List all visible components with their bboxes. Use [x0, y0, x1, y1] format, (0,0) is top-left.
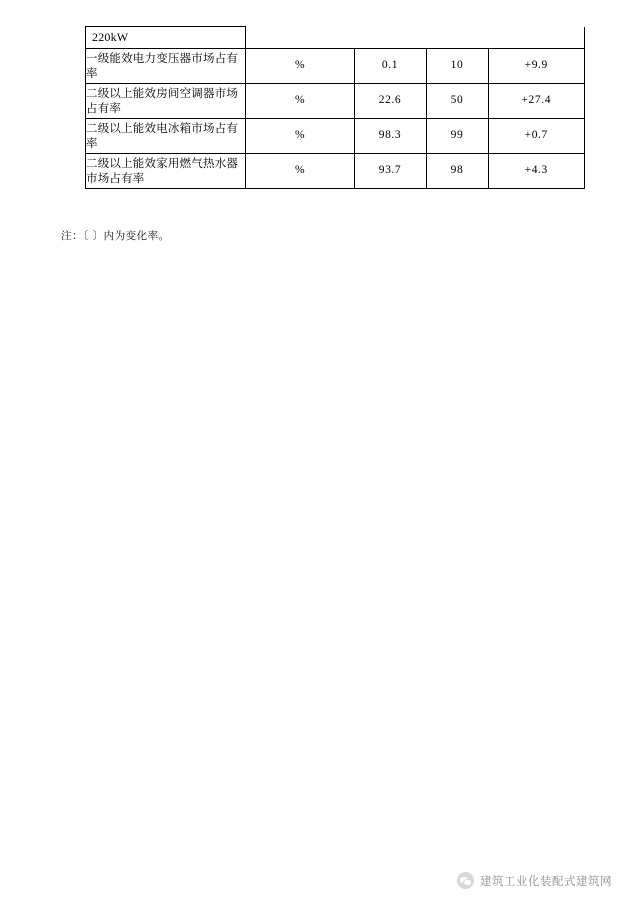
table-cell-label: 二级以上能效家用燃气热水器市场占有率	[86, 154, 246, 189]
table-cell-label: 一级能效电力变压器市场占有率	[86, 49, 246, 84]
table-cell-change: +27.4	[488, 84, 585, 119]
footer-watermark	[0, 872, 640, 889]
footer-inner	[457, 872, 612, 889]
table-cell-label: 二级以上能效电冰箱市场占有率	[86, 119, 246, 154]
table-cell-change: +4.3	[488, 154, 585, 189]
table-cell-target: 10	[426, 49, 488, 84]
table-cell-target	[426, 27, 488, 49]
table-cell-unit: %	[246, 154, 355, 189]
table-cell-change	[488, 27, 585, 49]
table-row	[86, 49, 585, 84]
data-table-container	[85, 26, 555, 189]
table-cell-value: 98.3	[354, 119, 426, 154]
table-cell-unit: %	[246, 49, 355, 84]
footer-site-name: 建筑工业化装配式建筑网	[480, 873, 612, 888]
table-cell-value: 93.7	[354, 154, 426, 189]
table-cell-unit	[246, 27, 355, 49]
table-cell-unit: %	[246, 119, 355, 154]
table-cell-value: 0.1	[354, 49, 426, 84]
table-row	[86, 119, 585, 154]
table-row	[86, 84, 585, 119]
table-cell-label: 二级以上能效房间空调器市场占有率	[86, 84, 246, 119]
table-cell-change: +9.9	[488, 49, 585, 84]
table-cell-unit: %	[246, 84, 355, 119]
table-cell-change: +0.7	[488, 119, 585, 154]
table-row	[86, 27, 585, 49]
indicator-table	[85, 26, 585, 189]
table-cell-value: 22.6	[354, 84, 426, 119]
wechat-icon	[457, 872, 474, 889]
table-cell-value	[354, 27, 426, 49]
table-cell-label: 220kW	[86, 27, 246, 49]
table-cell-target: 98	[426, 154, 488, 189]
table-cell-target: 50	[426, 84, 488, 119]
table-note: 注：〔 〕内为变化率。	[61, 230, 170, 242]
table-row	[86, 154, 585, 189]
table-cell-target: 99	[426, 119, 488, 154]
